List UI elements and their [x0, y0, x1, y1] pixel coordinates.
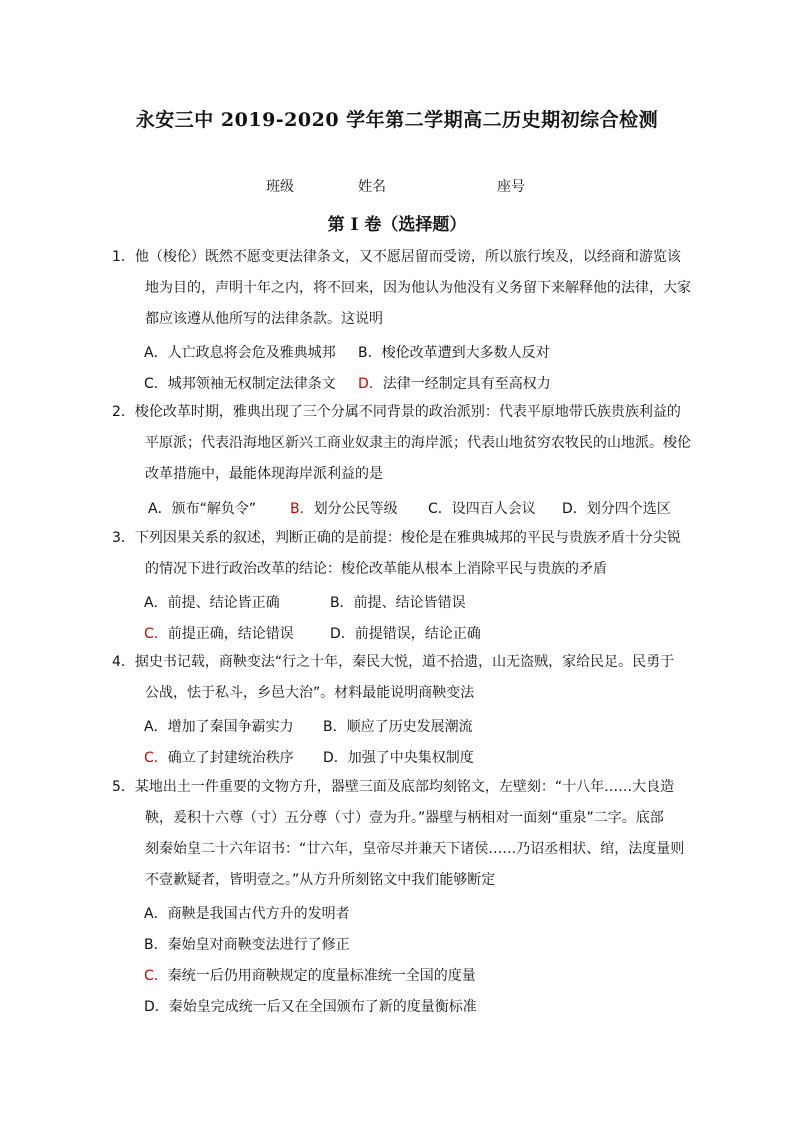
option-c [428, 498, 536, 518]
option-a [144, 716, 294, 736]
seat-label: 座号 [497, 179, 525, 195]
option-text: 梭伦改革遭到大多数人反对 [381, 345, 550, 361]
option-d [330, 623, 481, 643]
option-key: D． [323, 750, 348, 766]
option-text: 商鞅是我国古代方升的发明者 [167, 906, 350, 922]
option-b [323, 716, 473, 736]
option-text: 划分公民等级 [313, 501, 398, 517]
option-text: 颁布“解负令” [171, 501, 257, 517]
option-c [144, 373, 336, 393]
question-line: 5．某地出土一件重要的文物方升，器壁三面及底部均刻铭文，左壁刻：“十八年……大良造 [112, 779, 675, 795]
question-line: 改革措施中，最能体现海岸派利益的是 [145, 466, 383, 482]
question-line: 1．他（梭伦）既然不愿变更法律条文，又不愿居留而受谤，所以旅行埃及，以经商和游览该 [112, 249, 681, 265]
option-text: 前提正确，结论错误 [167, 626, 294, 642]
option-c [144, 623, 294, 643]
option-d [323, 747, 474, 767]
option-key: B． [358, 345, 382, 361]
option-text: 前提、结论皆正确 [167, 595, 280, 611]
option-b [290, 498, 398, 518]
option-key: B． [290, 501, 314, 517]
option-text: 法律一经制定具有至高权力 [382, 376, 551, 392]
option-c [144, 747, 294, 767]
option-key: A． [144, 345, 168, 361]
option-a [144, 342, 336, 362]
question-line: 不壹歉疑者，皆明壹之。”从方升所刻铭文中我们能够断定 [145, 872, 496, 888]
question-4 [112, 647, 682, 709]
option-key: A． [144, 595, 168, 611]
option-text: 城邦领袖无权制定法律条文 [167, 376, 336, 392]
option-key: A． [144, 906, 168, 922]
option-text: 增加了秦国争霸实力 [167, 719, 294, 735]
option-key: B． [323, 719, 347, 735]
question-3 [112, 523, 682, 585]
question-1 [112, 242, 691, 335]
option-a [144, 592, 280, 612]
question-line: 刻秦始皇二十六年诏书：“廿六年，皇帝尽并兼天下诸侯……乃诏丞相状、绾，法度量则 [145, 841, 685, 857]
page-title: 永安三中 2019-2020 学年第二学期高二历史期初综合检测 [135, 109, 659, 131]
option-text: 加强了中央集权制度 [347, 750, 474, 766]
option-key: D． [562, 501, 587, 517]
option-key: C． [428, 501, 452, 517]
option-text: 确立了封建统治秩序 [167, 750, 294, 766]
option-d [562, 498, 671, 518]
question-line: 地为目的，声明十年之内，将不回来，因为他认为他没有义务留下来解释他的法律，大家 [145, 280, 691, 296]
option-key: D． [144, 999, 169, 1015]
option-b [144, 934, 350, 954]
option-key: C． [144, 376, 168, 392]
option-text: 秦始皇对商鞅变法进行了修正 [167, 937, 350, 953]
option-d [358, 373, 551, 393]
option-b [358, 342, 550, 362]
option-d [144, 996, 477, 1016]
option-key: D． [330, 626, 355, 642]
option-text: 前提、结论皆错误 [353, 595, 466, 611]
option-text: 人亡政息将会危及雅典城邦 [167, 345, 336, 361]
question-line: 3．下列因果关系的叙述，判断正确的是前提：梭伦是在雅典城邦的平民与贵族矛盾十分尖锐 [112, 530, 681, 546]
question-line: 平原派；代表沿海地区新兴工商业奴隶主的海岸派；代表山地贫穷农牧民的山地派。梭伦 [145, 435, 691, 451]
question-line: 都应该遵从他所写的法律条款。这说明 [145, 311, 383, 327]
option-b [330, 592, 466, 612]
section-title: 第 I 卷（选择题） [327, 215, 467, 235]
option-key: B． [144, 937, 168, 953]
option-text: 设四百人会议 [451, 501, 536, 517]
option-key: C． [144, 626, 168, 642]
question-2 [112, 397, 691, 490]
option-a [144, 903, 350, 923]
option-key: C． [144, 968, 168, 984]
option-key: C． [144, 750, 168, 766]
option-text: 前提错误，结论正确 [354, 626, 481, 642]
option-key: B． [330, 595, 354, 611]
question-line: 鞅，爰积十六尊（寸）五分尊（寸）壹为升。”器壁与柄相对一面刻“重泉”二字。底部 [145, 810, 664, 826]
question-line: 的情况下进行政治改革的结论：梭伦改革能从根本上消除平民与贵族的矛盾 [145, 561, 607, 577]
question-line: 2．梭伦改革时期，雅典出现了三个分属不同背景的政治派别：代表平原地带氏族贵族利益的 [112, 404, 681, 420]
option-text: 划分四个选区 [586, 501, 671, 517]
option-text: 秦统一后仍用商鞅规定的度量标准统一全国的度量 [167, 968, 476, 984]
option-text: 秦始皇完成统一后又在全国颁布了新的度量衡标准 [168, 999, 477, 1015]
question-line: 4．据史书记载，商鞅变法“行之十年，秦民大悦，道不拾遗，山无盗贼，家给民足。民勇于 [112, 654, 675, 670]
option-key: A． [148, 501, 172, 517]
option-key: D． [358, 376, 383, 392]
name-label: 姓名 [358, 179, 386, 195]
option-c [144, 965, 476, 985]
option-a [148, 498, 256, 518]
class-label: 班级 [266, 179, 294, 195]
option-key: A． [144, 719, 168, 735]
question-line: 公战，怯于私斗，乡邑大治”。材料最能说明商鞅变法 [145, 685, 475, 701]
option-text: 顺应了历史发展潮流 [346, 719, 473, 735]
question-5 [112, 772, 685, 896]
